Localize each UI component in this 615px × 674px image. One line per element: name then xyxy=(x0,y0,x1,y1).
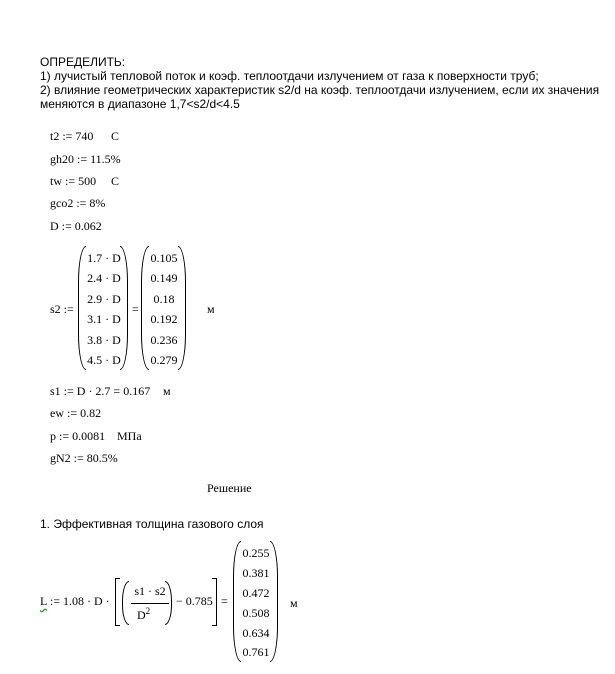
right-paren xyxy=(165,581,172,625)
s2-rhs-cell: 0.236 xyxy=(150,333,178,347)
task-line-1: 1) лучистый тепловой поток и коэф. теплоотдачи излучением от газа к поверхности труб; xyxy=(40,69,539,83)
p-unit: МПа xyxy=(117,429,142,443)
section-1-heading: 1. Эффективная толщина газового слоя xyxy=(40,517,264,531)
L-fraction-numerator: s1 · s2 xyxy=(134,584,166,598)
s1-unit: м xyxy=(163,384,171,398)
s2-rhs-cell: 0.105 xyxy=(150,251,178,265)
L-unit: м xyxy=(290,596,298,610)
left-paren xyxy=(78,246,86,370)
L-minus-term: − 0.785 xyxy=(176,594,213,608)
gN2-definition: gN2 := 80.5% xyxy=(50,451,118,465)
p-definition: p := 0.0081 xyxy=(50,429,106,443)
L-fraction-line xyxy=(131,603,169,604)
t2-definition: t2 := 740 xyxy=(50,129,94,143)
gh2o-definition: gh20 := 11.5% xyxy=(50,152,121,166)
s2-lhs-cell: 2.9 · D xyxy=(87,292,121,306)
L-equals: = xyxy=(221,594,228,608)
s2-lhs-cell: 3.1 · D xyxy=(87,312,121,326)
L-result-cell: 0.761 xyxy=(242,645,270,659)
right-bracket xyxy=(212,578,217,626)
L-result-cell: 0.255 xyxy=(242,546,270,560)
s2-rhs-cell: 0.18 xyxy=(153,292,175,306)
L-result-cell: 0.472 xyxy=(242,586,270,600)
task-line-2: 2) влияние геометрических характеристик s2/d на коэф. теплоотдачи излучением, если их значения xyxy=(40,83,600,97)
L-assign-text: := 1.08 · D · xyxy=(49,594,110,608)
left-paren xyxy=(122,581,129,625)
task-statement xyxy=(40,55,599,111)
L-result-vector xyxy=(233,541,278,662)
L-fraction-denominator: $D^2$ xyxy=(137,606,151,622)
task-heading: ОПРЕДЕЛИТЬ: xyxy=(40,55,126,69)
tw-unit: C xyxy=(111,174,120,188)
s2-lhs-cell: 4.5 · D xyxy=(87,353,121,367)
ew-definition: ew := 0.82 xyxy=(50,406,102,420)
L-symbol: L xyxy=(40,594,47,608)
tw-definition: tw := 500 xyxy=(50,174,97,188)
L-result-cell: 0.381 xyxy=(242,566,270,580)
s2-rhs-cell: 0.149 xyxy=(150,271,178,285)
task-line-3: меняются в диапазоне 1,7<s2/d<4.5 xyxy=(40,97,240,111)
s2-lhs-cell: 3.8 · D xyxy=(87,333,121,347)
s2-lhs-vector xyxy=(78,246,128,370)
s2-unit: м xyxy=(207,302,215,316)
s2-lhs-cell: 2.4 · D xyxy=(87,271,121,285)
gco2-definition: gco2 := 8% xyxy=(50,196,106,210)
s2-rhs-vector xyxy=(141,246,186,370)
t2-unit: C xyxy=(111,129,120,143)
s2-rhs-cell: 0.279 xyxy=(150,353,178,367)
L-result-cell: 0.508 xyxy=(242,606,270,620)
s2-lhs-cell: 1.7 · D xyxy=(87,251,121,265)
s2-equals: = xyxy=(132,302,139,316)
s1-definition: s1 := D · 2.7 = 0.167 xyxy=(50,384,151,398)
s2-label: s2 := xyxy=(50,302,74,316)
L-den-exponent: 2 xyxy=(145,606,151,616)
D-definition: D := 0.062 xyxy=(50,219,102,233)
L-assignment xyxy=(40,594,110,609)
s2-rhs-cell: 0.192 xyxy=(150,312,178,326)
L-result-cell: 0.634 xyxy=(242,626,270,640)
solution-title: Решение xyxy=(207,481,252,495)
left-bracket xyxy=(115,578,120,626)
